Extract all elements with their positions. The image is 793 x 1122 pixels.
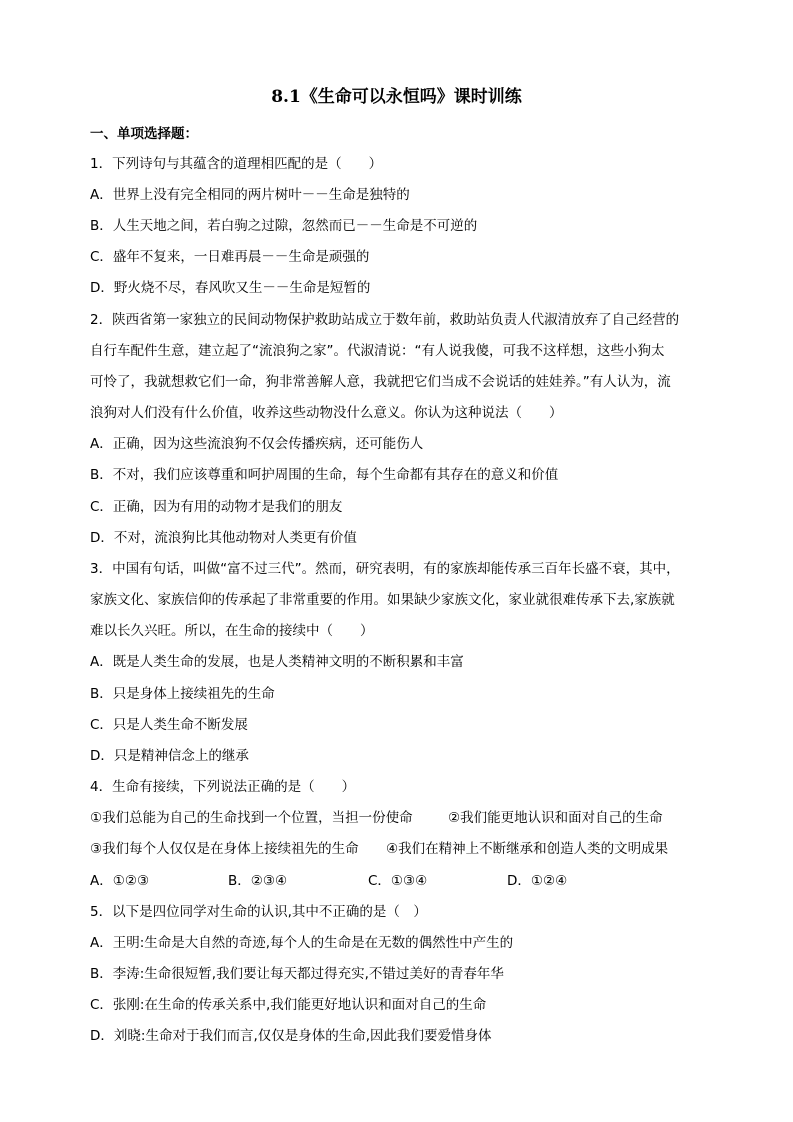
question-2-stem-line-2: 自行车配件生意，建立起了“流浪狗之家”。代淑清说：“有人说我傻，可我不这样想，这些小狗太 — [90, 343, 665, 359]
question-4-statement-2: ②我们能更地认识和面对自己的生命 — [448, 810, 663, 826]
question-4-statements-row-2 — [90, 839, 730, 859]
question-5-option-c: C．张刚:在生命的传承关系中,我们能更好地认识和面对自己的生命 — [90, 997, 487, 1013]
question-5-option-b: B．李涛:生命很短暂,我们要让每天都过得充实,不错过美好的青春年华 — [90, 966, 504, 982]
question-1-option-b: B．人生天地之间，若白驹之过隙，忽然而已－－生命是不可逆的 — [90, 218, 478, 234]
question-1-option-c: C．盛年不复来，一日难再晨－－生命是顽强的 — [90, 249, 370, 265]
question-2-option-d: D．不对，流浪狗比其他动物对人类更有价值 — [90, 530, 357, 546]
question-3-option-b: B．只是身体上接续祖先的生命 — [90, 686, 275, 702]
question-3-option-c: C．只是人类生命不断发展 — [90, 717, 248, 733]
question-3-stem-line-1: 3．中国有句话，叫做“富不过三代”。然而，研究表明，有的家族却能传承三百年长盛不衰，其中， — [90, 561, 680, 577]
question-2-stem-line-4: 浪狗对人们没有什么价值，收养这些动物没什么意义。你认为这种说法（ ） — [90, 405, 563, 421]
question-4-option-d: D．①②④ — [507, 873, 568, 889]
question-3-option-a: A．既是人类生命的发展，也是人类精神文明的不断积累和丰富 — [90, 654, 464, 670]
question-2-stem-line-3: 可怜了，我就想救它们一命，狗非常善解人意，我就把它们当成不会说话的娃娃养。”有人认为，流 — [90, 374, 671, 390]
question-4-option-a: A．①②③ — [90, 873, 150, 889]
document-title: 8.1《生命可以永恒吗》课时训练 — [271, 87, 522, 107]
question-2-option-a: A．正确，因为这些流浪狗不仅会传播疾病，还可能伤人 — [90, 436, 424, 452]
question-4-option-c: C．①③④ — [368, 873, 428, 889]
question-4-options-row — [90, 871, 730, 891]
question-4-statement-4: ④我们在精神上不断继承和创造人类的文明成果 — [386, 841, 669, 857]
question-4-statement-3: ③我们每个人仅仅是在身体上接续祖先的生命 — [90, 841, 359, 857]
question-4-stem: 4．生命有接续，下列说法正确的是（ ） — [90, 779, 356, 795]
question-5-stem: 5．以下是四位同学对生命的认识,其中不正确的是（ ） — [90, 904, 427, 920]
section-heading: 一、单项选择题： — [90, 126, 198, 142]
question-4-option-b: B．②③④ — [228, 873, 288, 889]
question-1-option-a: A．世界上没有完全相同的两片树叶－－生命是独特的 — [90, 187, 410, 203]
question-2-stem-line-1: 2．陕西省第一家独立的民间动物保护救助站成立于数年前，救助站负责人代淑清放弃了自己经营的 — [90, 312, 680, 328]
question-1-stem: 1．下列诗句与其蕴含的道理相匹配的是（ ） — [90, 156, 383, 172]
question-3-option-d: D．只是精神信念上的继承 — [90, 748, 249, 764]
question-3-stem-line-2: 家族文化、家族信仰的传承起了非常重要的作用。如果缺少家族文化，家业就很难传承下去,家族就 — [90, 592, 675, 608]
question-4-statement-1: ①我们总能为自己的生命找到一个位置，当担一份使命 — [90, 810, 413, 826]
question-3-stem-line-3: 难以长久兴旺。所以，在生命的接续中（ ） — [90, 623, 374, 639]
question-1-option-d: D．野火烧不尽，春风吹又生－－生命是短暂的 — [90, 280, 371, 296]
question-5-option-a: A．王明:生命是大自然的奇迹,每个人的生命是在无数的偶然性中产生的 — [90, 935, 514, 951]
question-4-statements-row-1 — [90, 808, 730, 828]
question-5-option-d: D．刘晓:生命对于我们而言,仅仅是身体的生命,因此我们要爱惜身体 — [90, 1028, 492, 1044]
question-2-option-b: B．不对，我们应该尊重和呵护周围的生命，每个生命都有其存在的意义和价值 — [90, 467, 559, 483]
question-2-option-c: C．正确，因为有用的动物才是我们的朋友 — [90, 499, 343, 515]
